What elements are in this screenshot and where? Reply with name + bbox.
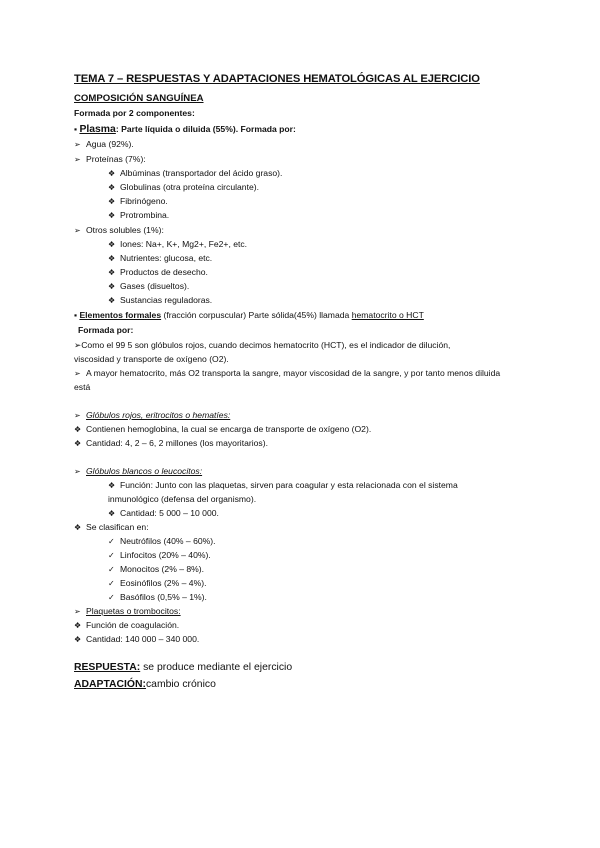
diamond-bullet-icon: ❖ [74,425,82,434]
list-item [108,508,219,519]
diamond-bullet-icon: ❖ [74,439,82,448]
arrow-bullet-icon: ➢ [74,155,81,164]
list-item-text: Cantidad: 5 000 – 10 000. [120,508,219,518]
list-item [108,281,189,292]
list-item-text: Basófilos (0,5% – 1%). [120,592,207,602]
intro-line: Formada por 2 componentes: [74,108,195,118]
otros-text: Otros solubles (1%): [86,225,164,235]
diamond-bullet-icon: ❖ [108,240,116,249]
plaquetas-heading [74,606,181,617]
adaptacion-text: cambio crónico [145,679,216,690]
adaptacion-label: ADAPTACIÓN: [74,679,146,690]
diamond-bullet-icon: ❖ [108,481,116,490]
list-item [108,480,458,491]
section-heading-composicion: COMPOSICIÓN SANGUÍNEA [74,93,204,104]
list-item-text: Productos de desecho. [120,267,208,277]
proteinas-text: Proteínas (7%): [86,154,146,164]
list-item-text: Se clasifican en: [86,522,149,532]
list-item-text: Función de coagulación. [86,620,180,630]
check-icon: ✓ [108,537,115,546]
rojos-heading [74,410,230,421]
arrow-bullet-icon: ➢ [74,340,82,350]
square-bullet-icon: ▪ [74,310,78,320]
arrow-bullet-icon: ➢ [74,369,81,378]
check-icon: ✓ [108,579,115,588]
diamond-bullet-icon: ❖ [108,509,116,518]
list-item-text: Eosinófilos (2% – 4%). [120,578,207,588]
list-item [108,253,212,264]
diamond-bullet-icon: ❖ [108,169,116,178]
plasma-label: Plasma [79,124,116,135]
list-item-text: Neutrófilos (40% – 60%). [120,536,216,546]
plasma-colon: : [115,124,119,134]
list-item [108,210,169,221]
blancos-heading [74,466,202,477]
list-item [74,424,371,435]
diamond-bullet-icon: ❖ [108,183,116,192]
plaquetas-title: Plaquetas o trombocitos: [86,606,181,616]
list-item-text: Monocitos (2% – 8%). [120,564,205,574]
diamond-bullet-icon: ❖ [74,523,82,532]
paragraph-hematocrito-1 [74,340,450,351]
diamond-bullet-icon: ❖ [74,621,82,630]
list-item-text: Linfocitos (20% – 40%). [120,550,211,560]
formada-por-line: Formada por: [78,325,134,335]
elementos-label: Elementos formales [79,310,162,320]
plasma-desc: Parte líquida o diluida (55%). Formada por: [121,124,296,134]
agua-line [74,139,134,150]
list-item [108,592,207,603]
diamond-bullet-icon: ❖ [108,197,116,206]
respuesta-line [74,662,292,673]
diamond-bullet-icon: ❖ [108,211,116,220]
square-bullet-icon: ▪ [74,124,78,134]
check-icon: ✓ [108,565,115,574]
diamond-bullet-icon: ❖ [108,268,116,277]
paragraph-text: Como el 99 5 son glóbulos rojos, cuando decimos hematocrito (HCT), es el indicador de dilución, [81,340,451,350]
list-item [108,564,204,575]
list-item [108,168,282,179]
list-item-text: Sustancias reguladoras. [120,295,213,305]
list-item [108,267,208,278]
hct-link-text: hematocrito o HCT [351,310,424,320]
elementos-desc-a: (fracción corpuscular) [161,310,249,320]
list-item [108,536,216,547]
arrow-bullet-icon: ➢ [74,140,81,149]
arrow-bullet-icon: ➢ [74,226,81,235]
list-item-text: Cantidad: 4, 2 – 6, 2 millones (los mayoritarios). [86,438,268,448]
diamond-bullet-icon: ❖ [74,635,82,644]
elementos-desc-b: Parte sólida(45%) llamada [248,310,352,320]
paragraph-hematocrito-1b: viscosidad y transporte de oxígeno (O2). [74,354,229,364]
list-item-text: Protrombina. [120,210,170,220]
list-item-text: Cantidad: 140 000 – 340 000. [86,634,200,644]
list-item [74,438,268,449]
blancos-title: Glóbulos blancos o leucocitos: [86,466,203,476]
list-item-text: Albúminas (transportador del ácido graso). [120,168,283,178]
diamond-bullet-icon: ❖ [108,296,116,305]
diamond-bullet-icon: ❖ [108,282,116,291]
list-item [108,578,206,589]
list-item-text: Globulinas (otra proteína circulante). [120,182,260,192]
document-title: TEMA 7 – RESPUESTAS Y ADAPTACIONES HEMATOLÓGICAS AL EJERCICIO [74,73,480,85]
list-item-continuation: inmunológico (defensa del organismo). [108,494,257,504]
list-item-text: Función: Junto con las plaquetas, sirven para coagular y esta relacionada con el sistema [120,480,458,490]
list-item [74,620,179,631]
list-item [108,295,212,306]
list-item-text: Gases (disueltos). [120,281,190,291]
diamond-bullet-icon: ❖ [108,254,116,263]
paragraph-hematocrito-2 [74,368,500,379]
list-item [108,196,168,207]
otros-line [74,225,164,236]
adaptacion-line [74,679,216,690]
list-item-text: Contienen hemoglobina, la cual se encarga de transporte de oxígeno (O2). [86,424,372,434]
list-item-text: Fibrinógeno. [120,196,168,206]
agua-text: Agua (92%). [86,139,134,149]
respuesta-label: RESPUESTA: [74,662,141,673]
list-item [108,550,211,561]
arrow-bullet-icon: ➢ [74,467,81,476]
plasma-line [74,124,296,135]
elementos-line [74,310,424,321]
list-item-text: Iones: Na+, K+, Mg2+, Fe2+, etc. [120,239,248,249]
check-icon: ✓ [108,551,115,560]
paragraph-hematocrito-2b: está [74,382,91,392]
proteinas-line [74,154,146,165]
list-item-text: Nutrientes: glucosa, etc. [120,253,213,263]
respuesta-text: se produce mediante el ejercicio [140,662,293,673]
list-item [108,239,247,250]
check-icon: ✓ [108,593,115,602]
list-item [74,522,149,533]
arrow-bullet-icon: ➢ [74,411,81,420]
list-item [108,182,259,193]
rojos-title: Glóbulos rojos, eritrocitos o hematíes: [86,410,231,420]
list-item [74,634,199,645]
paragraph-text: A mayor hematocrito, más O2 transporta la sangre, mayor viscosidad de la sangre, y por tanto menos diluida [86,368,501,378]
arrow-bullet-icon: ➢ [74,607,81,616]
